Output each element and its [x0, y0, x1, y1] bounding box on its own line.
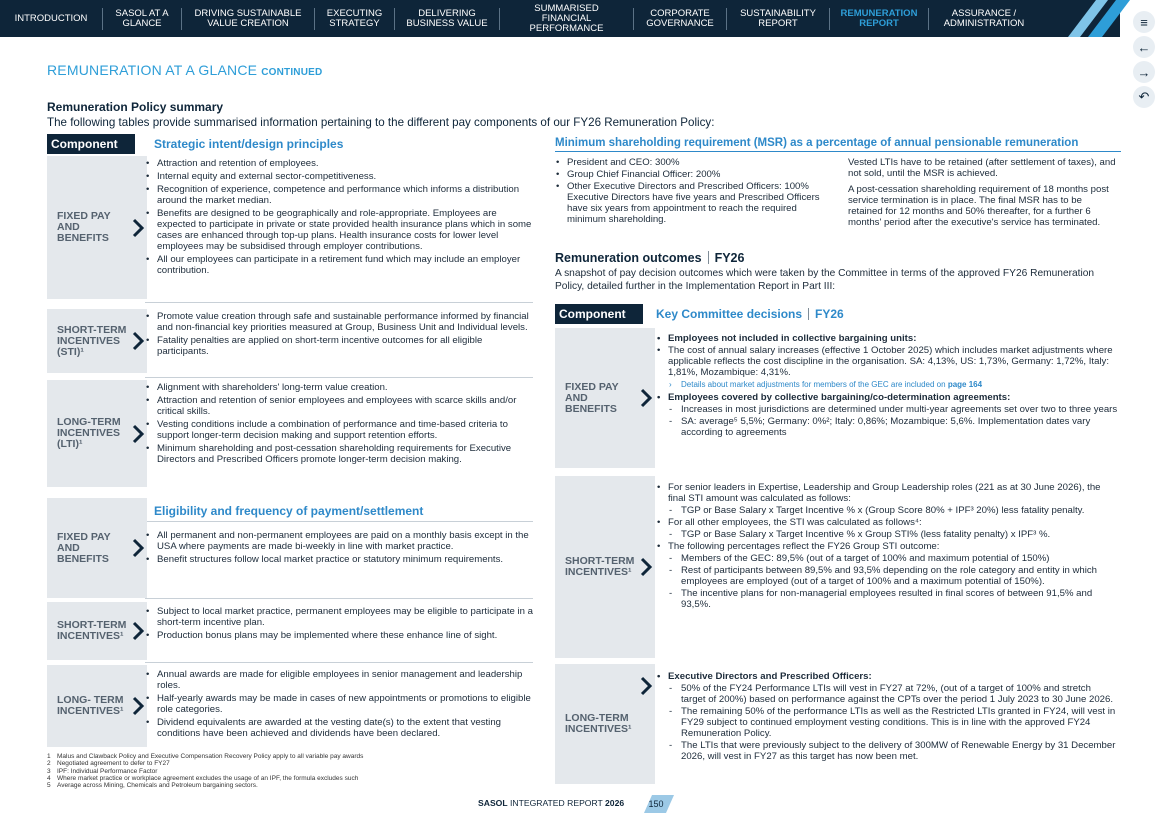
list-item: • Production bonus plans may be implemented where these enhance line of sight. [145, 630, 533, 641]
page-heading-suffix: CONTINUED [261, 67, 323, 78]
list-item: • Subject to local market practice, permanent employees may be eligible to participate in a short-term incentive plan. [145, 606, 533, 628]
page-number: 150 [638, 795, 674, 813]
nav-remuneration-report[interactable]: REMUNERATION REPORT [830, 8, 929, 30]
list-item: • Executive Directors and Prescribed Officers: [656, 671, 1118, 682]
outcomes-intro: A snapshot of pay decision outcomes which were taken by the Committee in terms of the approved FY26 Remuneration Policy, detailed further in the Implementation Report in Part III: [555, 268, 1095, 292]
nav-sustainability-report[interactable]: SUSTAINABILITY REPORT [727, 8, 830, 30]
list-item: • Annual awards are made for eligible employees in senior management and leadership roles. [145, 669, 533, 691]
principles-lti [145, 382, 533, 467]
nav-summarised-financial-performance[interactable]: SUMMARISED FINANCIAL PERFORMANCE [500, 8, 634, 30]
footnote: 2 Negotiated agreement to defer to FY27 [47, 760, 170, 768]
footnotes [47, 753, 363, 789]
nav-assurance-administration[interactable]: ASSURANCE / ADMINISTRATION [943, 7, 1025, 29]
row-label-fixed-pay: FIXED PAY AND BENEFITS [47, 156, 147, 299]
list-item: • Employees covered by collective bargaining/co-determination agreements: [656, 392, 1118, 403]
list-item: - 50% of the FY24 Performance LTIs will vest in FY27 at 72%, (out of a target of 100% and stretch target of 200%) based on performance against the CPTs over the period 1 July 2023 to 30 June 2026. [656, 683, 1118, 705]
list-item: • Other Executive Directors and Prescribed Officers: 100% Executive Directors have five years and Prescribed Officers have six years from appointment to reach the required minimum shareholding. [555, 181, 837, 225]
list-item: • Attraction and retention of employees. [145, 158, 533, 169]
list-item: - Increases in most jurisdictions are determined under multi-year agreements set over two to three years [656, 404, 1118, 415]
outcome-label-fixed: FIXED PAY AND BENEFITS [555, 328, 655, 468]
footnote: 5 Average across Mining, Chemicals and Petroleum bargaining sectors. [47, 782, 258, 790]
msr-post-cessation-paragraph: A post-cessation shareholding requirement of 18 months post service termination is in place. The final MSR has to be retained for 12 months and 50% thereafter, for a further 6 months' period after the executive's service has terminated. [848, 184, 1109, 228]
chevron-right-icon [131, 423, 145, 445]
list-item: • Alignment with shareholders' long-term value creation. [145, 382, 533, 393]
outcome-fixed-text [656, 333, 1118, 440]
nav-driving-sustainable-value-creation[interactable]: DRIVING SUSTAINABLE VALUE CREATION [182, 8, 315, 30]
top-navigation [0, 0, 1120, 37]
component-header: Component [47, 134, 135, 154]
list-item: • Minimum shareholding and post-cessation shareholding requirements for Executive Directors and Prescribed Officers promote longer-term decision making. [145, 443, 533, 465]
list-item: • Dividend equivalents are awarded at the vesting date(s) to the extent that vesting conditions have been achieved and dividends have been declared. [145, 717, 533, 739]
list-item: • Fatality penalties are applied on short-term incentive outcomes for all eligible participants. [145, 335, 533, 357]
msr-left-list [555, 157, 837, 227]
nav-sasol-at-a-glance[interactable]: SASOL AT A GLANCE [103, 8, 182, 30]
list-item: • The following percentages reflect the FY26 Group STI outcome: [656, 541, 1118, 552]
divider [145, 521, 533, 522]
list-item: • President and CEO: 300% [555, 157, 837, 168]
list-item: • Internal equity and external sector-competitiveness. [145, 171, 533, 182]
msr-right-text [848, 157, 1116, 228]
list-item: • Benefit structures follow local market practice or statutory minimum requirements. [145, 554, 533, 565]
eligibility-fixed [145, 530, 533, 567]
eligibility-lti [145, 669, 533, 741]
outcome-label-lti: LONG-TERM INCENTIVES¹ [555, 664, 655, 784]
back-arrow-icon[interactable]: ← [1133, 36, 1155, 58]
msr-retention-paragraph: Vested LTIs have to be retained (after settlement of taxes), and not sold, until the MSR is achieved. [848, 157, 1116, 179]
eligibility-sti [145, 606, 533, 643]
footer-year: 2026 [605, 798, 625, 808]
row-label-eligibility-lti: LONG- TERM INCENTIVES¹ [47, 665, 147, 747]
divider [555, 151, 1121, 152]
nav-introduction[interactable]: INTRODUCTION [0, 8, 103, 30]
list-item: • Recognition of experience, competence and performance which informs a distribution around the market median. [145, 184, 533, 206]
footer-brand: SASOL [478, 798, 508, 808]
outcomes-title: Remuneration outcomes FY26 [555, 251, 745, 265]
list-item: • Group Chief Financial Officer: 200% [555, 169, 837, 180]
menu-icon[interactable]: ≡ [1133, 11, 1155, 33]
list-item: - Members of the GEC: 89,5% (out of a target of 100% and maximum potential of 150%) [656, 553, 1118, 564]
list-item: • All permanent and non-permanent employees are paid on a monthly basis except in the USA where payments are made bi-weekly in line with market practice. [145, 530, 533, 552]
list-item: - The remaining 50% of the performance LTIs as well as the Restricted LTIs granted in FY24, will vest in FY29 subject to continued employment vesting conditions. This is in line with the approved FY24 Remuneration Policy. [656, 706, 1118, 739]
list-item: - SA: average⁵ 5,5%; Germany: 0%²; Italy: 0,86%; Mozambique: 5,6%. Implementation dates vary according to agreements [656, 416, 1118, 438]
outcome-label-sti: SHORT-TERM INCENTIVES¹ [555, 476, 655, 658]
list-item: • Employees not included in collective bargaining units: [656, 333, 1118, 344]
row-label-lti: LONG-TERM INCENTIVES (LTI)¹ [47, 380, 147, 487]
chevron-right-icon [131, 695, 145, 717]
divider [145, 598, 533, 599]
gec-note-link[interactable]: › Details about market adjustments for members of the GEC are included on page 164 [656, 379, 1118, 390]
nav-stripe-decoration [1068, 0, 1130, 37]
footnote: 1 Malus and Clawback Policy and Executive Compensation Recovery Policy apply to all variable pay awards [47, 753, 364, 760]
principles-header: Strategic intent/design principles [154, 137, 344, 151]
nav-corporate-governance[interactable]: CORPORATE GOVERNANCE [634, 8, 727, 30]
outcome-lti-text [656, 671, 1118, 764]
section-intro: The following tables provide summarised information pertaining to the different pay components of our FY26 Remuneration Policy: [47, 116, 715, 129]
chevron-right-icon [131, 620, 145, 642]
chevron-right-icon [131, 217, 145, 239]
list-item: • Benefits are designed to be geographically and role-appropriate. Employees are expected to participate in private or state provided health insurance plans which in some cases are enhanced through top-up plans. Health insurance costs for lower level employees may be subsidised through employer contributions. [145, 208, 533, 252]
principles-sti [145, 311, 533, 359]
list-item: • For senior leaders in Expertise, Leadership and Group Leadership roles (221 as at 30 June 2026), the final STI amount was calculated as follows: [656, 482, 1118, 504]
chevron-right-icon [131, 537, 145, 559]
page-footer [478, 798, 624, 808]
row-label-eligibility-sti: SHORT-TERM INCENTIVES¹ [47, 602, 147, 660]
list-item: • For all other employees, the STI was calculated as follows⁴: [656, 517, 1118, 528]
list-item: - The incentive plans for non-managerial employees resulted in final scores of between 91,5% and 93,5%. [656, 588, 1118, 610]
list-item: • Promote value creation through safe and sustainable performance informed by financial and non-financial key priorities measured at Group, Business Unit and Individual levels. [145, 311, 533, 333]
footnote: 3 IPF: Individual Performance Factor [47, 767, 158, 775]
list-item: - TGP or Base Salary x Target Incentive % x Group STI% (less fatality penalty) x IPF³ %. [656, 529, 1118, 540]
eligibility-header: Eligibility and frequency of payment/settlement [154, 504, 424, 518]
return-icon[interactable]: ↶ [1133, 86, 1155, 108]
nav-delivering-business-value[interactable]: DELIVERING BUSINESS VALUE [395, 8, 500, 30]
principles-fixed [145, 158, 533, 278]
divider [145, 302, 533, 303]
divider [145, 662, 533, 663]
chevron-right-icon [639, 556, 653, 578]
outcome-sti-text [656, 482, 1118, 612]
list-item: • Attraction and retention of senior employees and employees with scarce skills and/or critical skills. [145, 395, 533, 417]
chevron-right-icon [639, 387, 653, 409]
chevron-right-icon [639, 675, 653, 697]
list-item: - Rest of participants between 89,5% and 93,5% depending on the role category and entity in which employees are employed (out of a target of 100% and a maximum potential of 150%). [656, 565, 1118, 587]
list-item: • Vesting conditions include a combination of performance and time-based criteria to support longer-term decision making and support retention efforts. [145, 419, 533, 441]
footer-report: INTEGRATED REPORT [510, 798, 603, 808]
section-title: Remuneration Policy summary [47, 100, 224, 114]
list-item: • Half-yearly awards may be made in cases of new appointments or promotions to eligible role categories. [145, 693, 533, 715]
list-item: • The cost of annual salary increases (effective 1 October 2025) which includes market adjustments where applicable reflects the cost discipline in the organisation. SA: 4,13%, US: 1,73%, Germany: 1,72%, Italy: 1,81%, Mozambique: 4,31%. [656, 345, 1118, 378]
divider [145, 377, 533, 378]
decisions-header: Key Committee decisions FY26 [656, 307, 844, 321]
footnote: 4 Where market practice or workplace agreement excludes the usage of an IPF, the formula excludes such [47, 774, 359, 782]
row-label-sti: SHORT-TERM INCENTIVES (STI)¹ [47, 309, 147, 373]
list-item: • All our employees can participate in a retirement fund which may include an employer contribution. [145, 254, 533, 276]
row-label-eligibility-fixed: FIXED PAY AND BENEFITS [47, 498, 147, 598]
outcomes-component-header: Component [555, 304, 643, 324]
forward-arrow-icon[interactable]: → [1133, 61, 1155, 83]
chevron-right-icon [131, 330, 145, 352]
outcomes-title-year: FY26 [714, 251, 745, 265]
nav-executing-strategy[interactable]: EXECUTING STRATEGY [315, 8, 395, 30]
list-item: - The LTIs that were previously subject to the delivery of 300MW of Renewable Energy by 31 December 2026, will vest in FY27 as this target has now been met. [656, 740, 1118, 762]
page-heading: REMUNERATION AT A GLANCE CONTINUED [47, 62, 323, 78]
decisions-header-year: FY26 [815, 307, 844, 321]
list-item: - TGP or Base Salary x Target Incentive % x (Group Score 80% + IPF³ 20%) less fatality penalty. [656, 505, 1118, 516]
msr-title: Minimum shareholding requirement (MSR) as a percentage of annual pensionable remuneration [555, 137, 1079, 149]
